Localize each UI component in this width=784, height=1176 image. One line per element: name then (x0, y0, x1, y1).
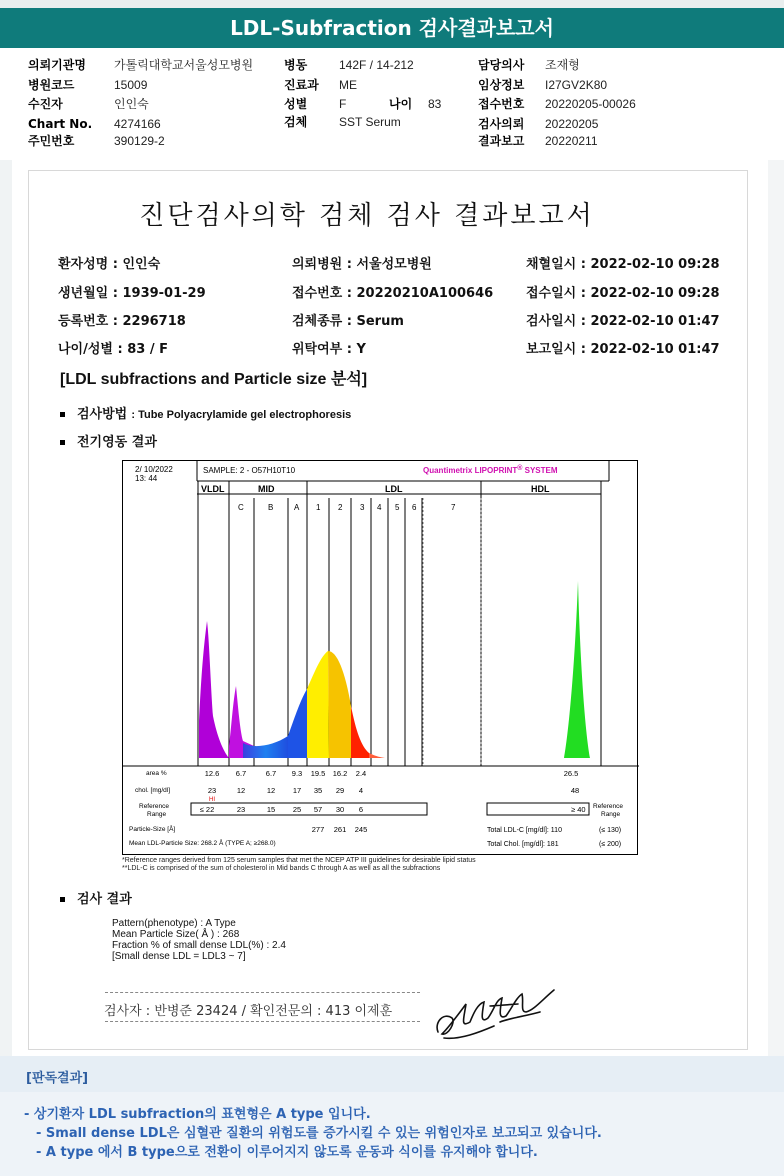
electrophoresis-line (60, 431, 157, 450)
vldl-peak (199, 621, 229, 758)
label-ref2: Range (147, 811, 167, 818)
band-label-c: C (238, 503, 244, 512)
chart-footnotes (122, 857, 476, 873)
psize-1: 277 (311, 825, 325, 834)
field-value: 15009 (114, 78, 148, 92)
chol-3: 4 (358, 786, 364, 795)
field-report-date (478, 134, 598, 148)
hdl-ref: ≥ 40 (571, 805, 586, 814)
group-label-hdl: HDL (531, 484, 550, 494)
judgement-header-band (0, 1056, 784, 1092)
band-label-4: 4 (377, 503, 382, 512)
field-clinical-info (478, 78, 608, 92)
field-resident-no (28, 134, 165, 148)
report-header-title: LDL-Subfraction 검사결과보고서 (0, 8, 784, 48)
hdl-peak (564, 581, 590, 758)
area-3: 2.4 (355, 769, 367, 778)
patient-reg-no: 등록번호 : 2296718 (58, 314, 186, 329)
requesting-hospital: 의뢰병원 : 서울성모병원 (292, 257, 432, 272)
field-value: I27GV2K80 (545, 78, 608, 92)
method-label: 검사방법 (77, 407, 128, 422)
field-value: 20220205 (545, 117, 599, 131)
label-ref1: Reference (139, 803, 169, 810)
band-label-b: B (268, 503, 274, 512)
chart-time: 13: 44 (135, 474, 158, 483)
report-time: 보고일시 : 2022-02-10 01:47 (526, 342, 720, 357)
field-receipt-no (478, 97, 636, 111)
group-label-ldl: LDL (385, 484, 403, 494)
field-value: 20220211 (545, 134, 598, 148)
page-gutter-right (768, 160, 784, 1060)
chol-b: 12 (266, 786, 276, 795)
signature-rule-bottom (105, 1021, 420, 1022)
method-value: : Tube Polyacrylamide gel electrophoresis (131, 409, 352, 421)
area-1: 19.5 (310, 769, 326, 778)
area-b: 6.7 (265, 769, 277, 778)
field-value: 20220205-00026 (545, 97, 636, 111)
band-separators (198, 481, 601, 766)
bullet-icon (60, 412, 65, 417)
field-key: 진료과 (284, 78, 319, 92)
label-chol: chol. [mg/dl] (135, 787, 171, 794)
judgement-title: [판독결과] (26, 1071, 89, 1086)
result-heading (60, 888, 132, 907)
brand-name: Quantimetrix LIPOPRINT (423, 466, 518, 475)
area-hdl: 26.5 (563, 769, 579, 778)
method-line (60, 403, 351, 422)
field-ward (284, 58, 414, 72)
band-label-2: 2 (338, 503, 343, 512)
test-time: 검사일시 : 2022-02-10 01:47 (526, 314, 720, 329)
field-requester (28, 58, 254, 72)
field-key: 수진자 (28, 97, 63, 111)
ref-vldl: ≤ 22 (199, 805, 215, 814)
field-value: F (339, 97, 347, 111)
psize-3: 245 (354, 825, 368, 834)
outsourced: 위탁여부 : Y (292, 342, 366, 357)
chol-a: 17 (292, 786, 302, 795)
particle-size-values (312, 825, 368, 834)
field-sex (284, 97, 347, 111)
ref-3: 6 (358, 805, 364, 814)
label-mean-size: Mean LDL-Particle Size: 268.2 Å (TYPE A; ≥268.0) (129, 840, 276, 847)
chol-hdl: 48 (570, 786, 580, 795)
signature-image (430, 982, 560, 1044)
total-ldl: Total LDL-C [mg/dl]: 110 (487, 827, 562, 834)
lipoprint-chart (122, 460, 638, 855)
chol-1: 35 (313, 786, 323, 795)
field-key: 의뢰기관명 (28, 58, 86, 72)
field-department (284, 78, 357, 92)
chol-vldl: 23 (207, 786, 217, 795)
lipoprint-svg (123, 461, 639, 856)
field-value: SST Serum (339, 115, 401, 129)
receipt-time: 접수일시 : 2022-02-10 09:28 (526, 286, 720, 301)
patient-birthdate: 생년월일 : 1939-01-29 (58, 286, 206, 301)
area-vldl: 12.6 (204, 769, 220, 778)
bullet-icon (60, 897, 65, 902)
field-value: 4274166 (114, 117, 161, 131)
field-value: ME (339, 78, 357, 92)
brand-registered: ® (517, 465, 523, 472)
ldl-1-fill (307, 651, 329, 758)
ref-1: 57 (313, 805, 323, 814)
chol-values (208, 786, 579, 803)
ldl-3-fill (351, 706, 371, 758)
field-key: 주민번호 (28, 134, 75, 148)
band-label-a: A (294, 503, 300, 512)
top-margin (0, 0, 784, 8)
band-label-6: 6 (412, 503, 417, 512)
area-2: 16.2 (332, 769, 348, 778)
label-area: area % (146, 770, 167, 777)
chol-c: 12 (236, 786, 246, 795)
patient-age-sex: 나이/성별 : 83 / F (58, 342, 169, 357)
hdl-ref-label-1: Reference (593, 803, 623, 810)
field-value: 83 (428, 97, 442, 111)
field-key: 임상정보 (478, 78, 525, 92)
field-examinee (28, 97, 149, 111)
band-label-3: 3 (360, 503, 365, 512)
label-particle-size: Particle-Size [Å] (129, 826, 176, 833)
field-specimen (284, 115, 401, 129)
ref-2: 30 (335, 805, 345, 814)
ref-range-box (191, 803, 427, 815)
bullet-icon (60, 440, 65, 445)
result-label: 검사 결과 (77, 892, 132, 907)
collection-time: 채혈일시 : 2022-02-10 09:28 (526, 257, 720, 272)
result-sd-definition: [Small dense LDL = LDL3 ~ 7] (112, 951, 246, 962)
field-value: 390129-2 (114, 134, 165, 148)
field-key: 병원코드 (28, 78, 75, 92)
judgement-line-2: - Small dense LDL은 심혈관 질환의 위험도를 증가시킬 수 있는 위험인자로 보고되고 있습니다. (36, 1126, 602, 1141)
field-key: Chart No. (28, 117, 93, 131)
field-value: 인인숙 (114, 97, 149, 111)
psize-2: 261 (333, 825, 347, 834)
field-key: 접수번호 (478, 97, 525, 111)
brand-suffix: SYSTEM (522, 466, 558, 475)
field-value: 가톨릭대학교서울성모병원 (114, 58, 254, 72)
field-key: 검사의뢰 (478, 117, 525, 131)
chart-date: 2/ 10/2022 (135, 465, 173, 474)
band-label-7: 7 (451, 503, 456, 512)
chart-brand (423, 464, 558, 475)
patient-name: 환자성명 : 인인숙 (58, 257, 161, 272)
ref-b: 15 (266, 805, 276, 814)
result-summary (112, 918, 286, 962)
group-label-vldl: VLDL (201, 484, 225, 494)
electrophoresis-label: 전기영동 결과 (77, 435, 157, 450)
field-request-date (478, 117, 599, 131)
field-value: 조재형 (545, 58, 580, 72)
field-key: 나이 (389, 97, 413, 111)
footnote-2: **LDL-C is comprised of the sum of cholesterol in Mid bands C through A as well as all the subfractions (122, 865, 441, 872)
group-label-mid: MID (258, 484, 275, 494)
field-value: 142F / 14-212 (339, 58, 414, 72)
field-key: 담당의사 (478, 58, 525, 72)
judgement-line-3: - A type 에서 B type으로 전환이 이루어지지 않도록 운동과 식이를 유지해야 합니다. (36, 1145, 538, 1160)
result-sd-fraction: Fraction % of small dense LDL(%) : 2.4 (112, 940, 286, 951)
field-age (389, 97, 442, 111)
field-key: 검체 (284, 115, 308, 129)
receipt-number: 접수번호 : 20220210A100646 (292, 286, 494, 301)
hdl-ref-label-2: Range (601, 811, 621, 818)
section-title: [LDL subfractions and Particle size 분석] (60, 371, 368, 388)
ref-c: 23 (236, 805, 246, 814)
field-hospital-code (28, 78, 148, 92)
chart-sample: SAMPLE: 2 - O57H10T10 (203, 466, 296, 475)
signature-stroke (437, 990, 554, 1038)
chol-2: 29 (335, 786, 345, 795)
mid-b-fill (243, 736, 288, 758)
field-chart-no (28, 117, 161, 131)
ldl-2-fill (328, 651, 351, 758)
field-doctor (478, 58, 580, 72)
result-pattern: Pattern(phenotype) : A Type (112, 918, 236, 929)
field-key: 병동 (284, 58, 308, 72)
page-gutter-left (0, 160, 12, 1060)
result-mean-size: Mean Particle Size( Å ) : 268 (112, 929, 240, 940)
band-label-5: 5 (395, 503, 400, 512)
tester-line: 검사자 : 반병준 23424 / 확인전문의 : 413 이제훈 (104, 1004, 393, 1019)
ref-a: 25 (292, 805, 302, 814)
area-a: 9.3 (291, 769, 303, 778)
field-key: 성별 (284, 97, 308, 111)
total-chol: Total Chol. [mg/dl]: 181 (487, 841, 559, 848)
specimen-type: 검체종류 : Serum (292, 314, 404, 329)
total-ldl-ref: (≤ 130) (599, 827, 622, 834)
band-label-1: 1 (316, 503, 321, 512)
document-title: 진단검사의학 검체 검사 결과보고서 (139, 201, 595, 231)
chol-vldl-flag: HI (209, 797, 215, 803)
mid-a-fill (288, 689, 307, 758)
ref-values (200, 805, 363, 814)
judgement-line-1: - 상기환자 LDL subfraction의 표현형은 A type 입니다. (24, 1107, 371, 1122)
total-chol-ref: (≤ 200) (599, 841, 622, 848)
field-key: 결과보고 (478, 134, 525, 148)
area-c: 6.7 (235, 769, 247, 778)
area-values (205, 769, 579, 778)
footnote-1: *Reference ranges derived from 125 serum samples that met the NCEP ATP III guidelines for desirable lipid status (122, 857, 476, 864)
signature-rule-top (105, 992, 420, 993)
